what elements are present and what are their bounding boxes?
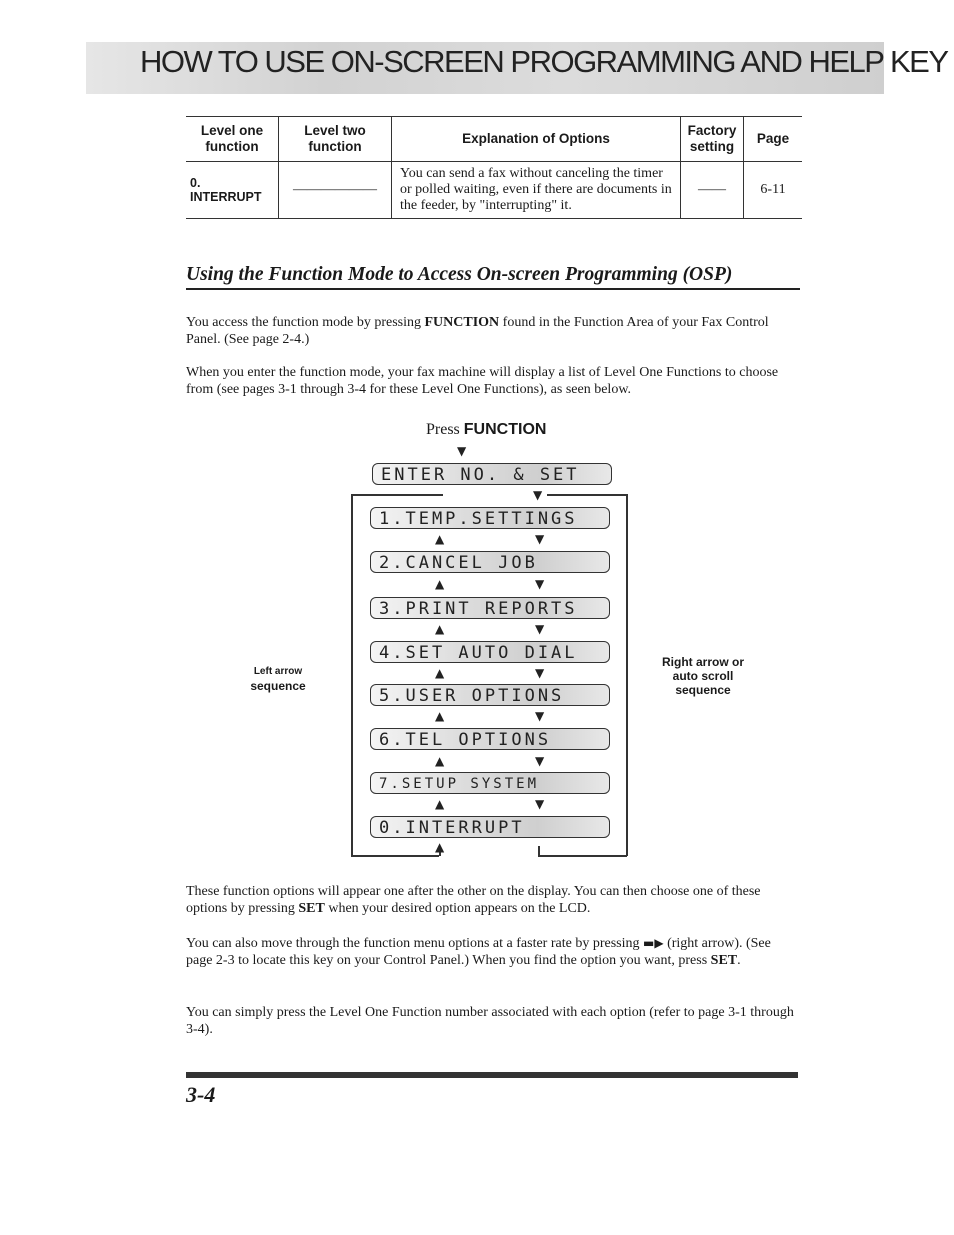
up-arrow-icon: ▲ [435,622,445,636]
down-arrow-icon: ▼ [535,797,545,811]
cell-level-one: 0. INTERRUPT [186,162,279,219]
down-arrow-icon: ▼ [535,666,545,680]
up-arrow-icon: ▲ [435,797,445,811]
connector-line [351,494,353,856]
lcd-display-7: 7.SETUP SYSTEM [370,772,610,794]
down-arrow-icon: ▼ [535,622,545,636]
paragraph-options-appear: These function options will appear one after the other on the display. You can then choose one of these options by pressing SET when your desired option appears on the LCD. [186,884,761,916]
connector-line [538,846,540,856]
cell-level-two: —————— [279,162,392,219]
cell-factory-setting: —— [681,162,744,219]
press-function-key: FUNCTION [463,421,547,438]
paragraph-function-mode: When you enter the function mode, your fax machine will display a list of Level One Functions to choose from (see pages 3-1 through 3-4 for these Level One Functions), as seen below. [186,365,779,397]
up-arrow-icon: ▲ [435,754,445,768]
right-arrow-sequence-label: Right arrow or auto scroll sequence [661,655,744,697]
up-arrow-icon: ▲ [435,709,445,723]
header-explanation: Explanation of Options [392,117,681,162]
connector-line [626,494,628,856]
set-key-name: SET [710,953,738,968]
header-level-one: Level one function [186,117,279,162]
lcd-display-1: 1.TEMP.SETTINGS [370,507,610,529]
connector-line [538,855,627,857]
down-arrow-icon: ▼ [457,444,467,458]
header-page: Page [744,117,803,162]
down-arrow-icon: ▼ [535,532,545,546]
function-key-name: FUNCTION [424,315,500,330]
up-arrow-icon: ▲ [435,840,445,854]
cell-page: 6-11 [744,162,803,219]
right-arrow-key-icon: ▬▶ [642,936,664,950]
lcd-display-start: ENTER NO. & SET [372,463,612,485]
footer-rule [186,1072,798,1078]
lcd-display-5: 5.USER OPTIONS [370,684,610,706]
lcd-display-4: 4.SET AUTO DIAL [370,641,610,663]
table-row [186,162,802,219]
paragraph-right-arrow: You can also move through the function menu options at a faster rate by pressing ▬▶ (right arrow). (See page 2-3 to locate this key on your Control Panel.) When you find the option you want, press SET. [186,936,771,968]
up-arrow-icon: ▲ [435,666,445,680]
lcd-display-2: 2.CANCEL JOB [370,551,610,573]
set-key-name: SET [298,901,325,916]
connector-line [351,855,439,857]
connector-line [351,494,443,496]
cell-explanation: You can send a fax without canceling the timer or polled waiting, even if there are documents in the feeder, by "interrupting" it. [392,162,681,219]
up-arrow-icon: ▲ [435,532,445,546]
lcd-display-3: 3.PRINT REPORTS [370,597,610,619]
connector-line [547,494,627,496]
options-table [186,116,802,219]
page-header-title: HOW TO USE ON-SCREEN PROGRAMMING AND HELP KEY [140,44,948,79]
up-arrow-icon: ▲ [435,577,445,591]
down-arrow-icon: ▼ [533,488,543,502]
down-arrow-icon: ▼ [535,709,545,723]
table-header-row [186,117,802,162]
header-factory-setting: Factory setting [681,117,744,162]
paragraph-number-shortcut: You can simply press the Level One Function number associated with each option (refer to page 3-1 through 3-4). [186,1005,794,1037]
down-arrow-icon: ▼ [535,754,545,768]
left-arrow-sequence-label: Left arrow sequence [250,666,306,693]
section-heading: Using the Function Mode to Access On-screen Programming (OSP) [186,264,800,290]
lcd-display-6: 6.TEL OPTIONS [370,728,610,750]
header-level-two: Level two function [279,117,392,162]
down-arrow-icon: ▼ [535,577,545,591]
press-function-label: Press FUNCTION [426,421,547,438]
lcd-display-0: 0.INTERRUPT [370,816,610,838]
paragraph-access: You access the function mode by pressing FUNCTION found in the Function Area of your Fax Control Panel. (See page 2-4.) [186,315,769,347]
page-number: 3-4 [186,1082,216,1107]
